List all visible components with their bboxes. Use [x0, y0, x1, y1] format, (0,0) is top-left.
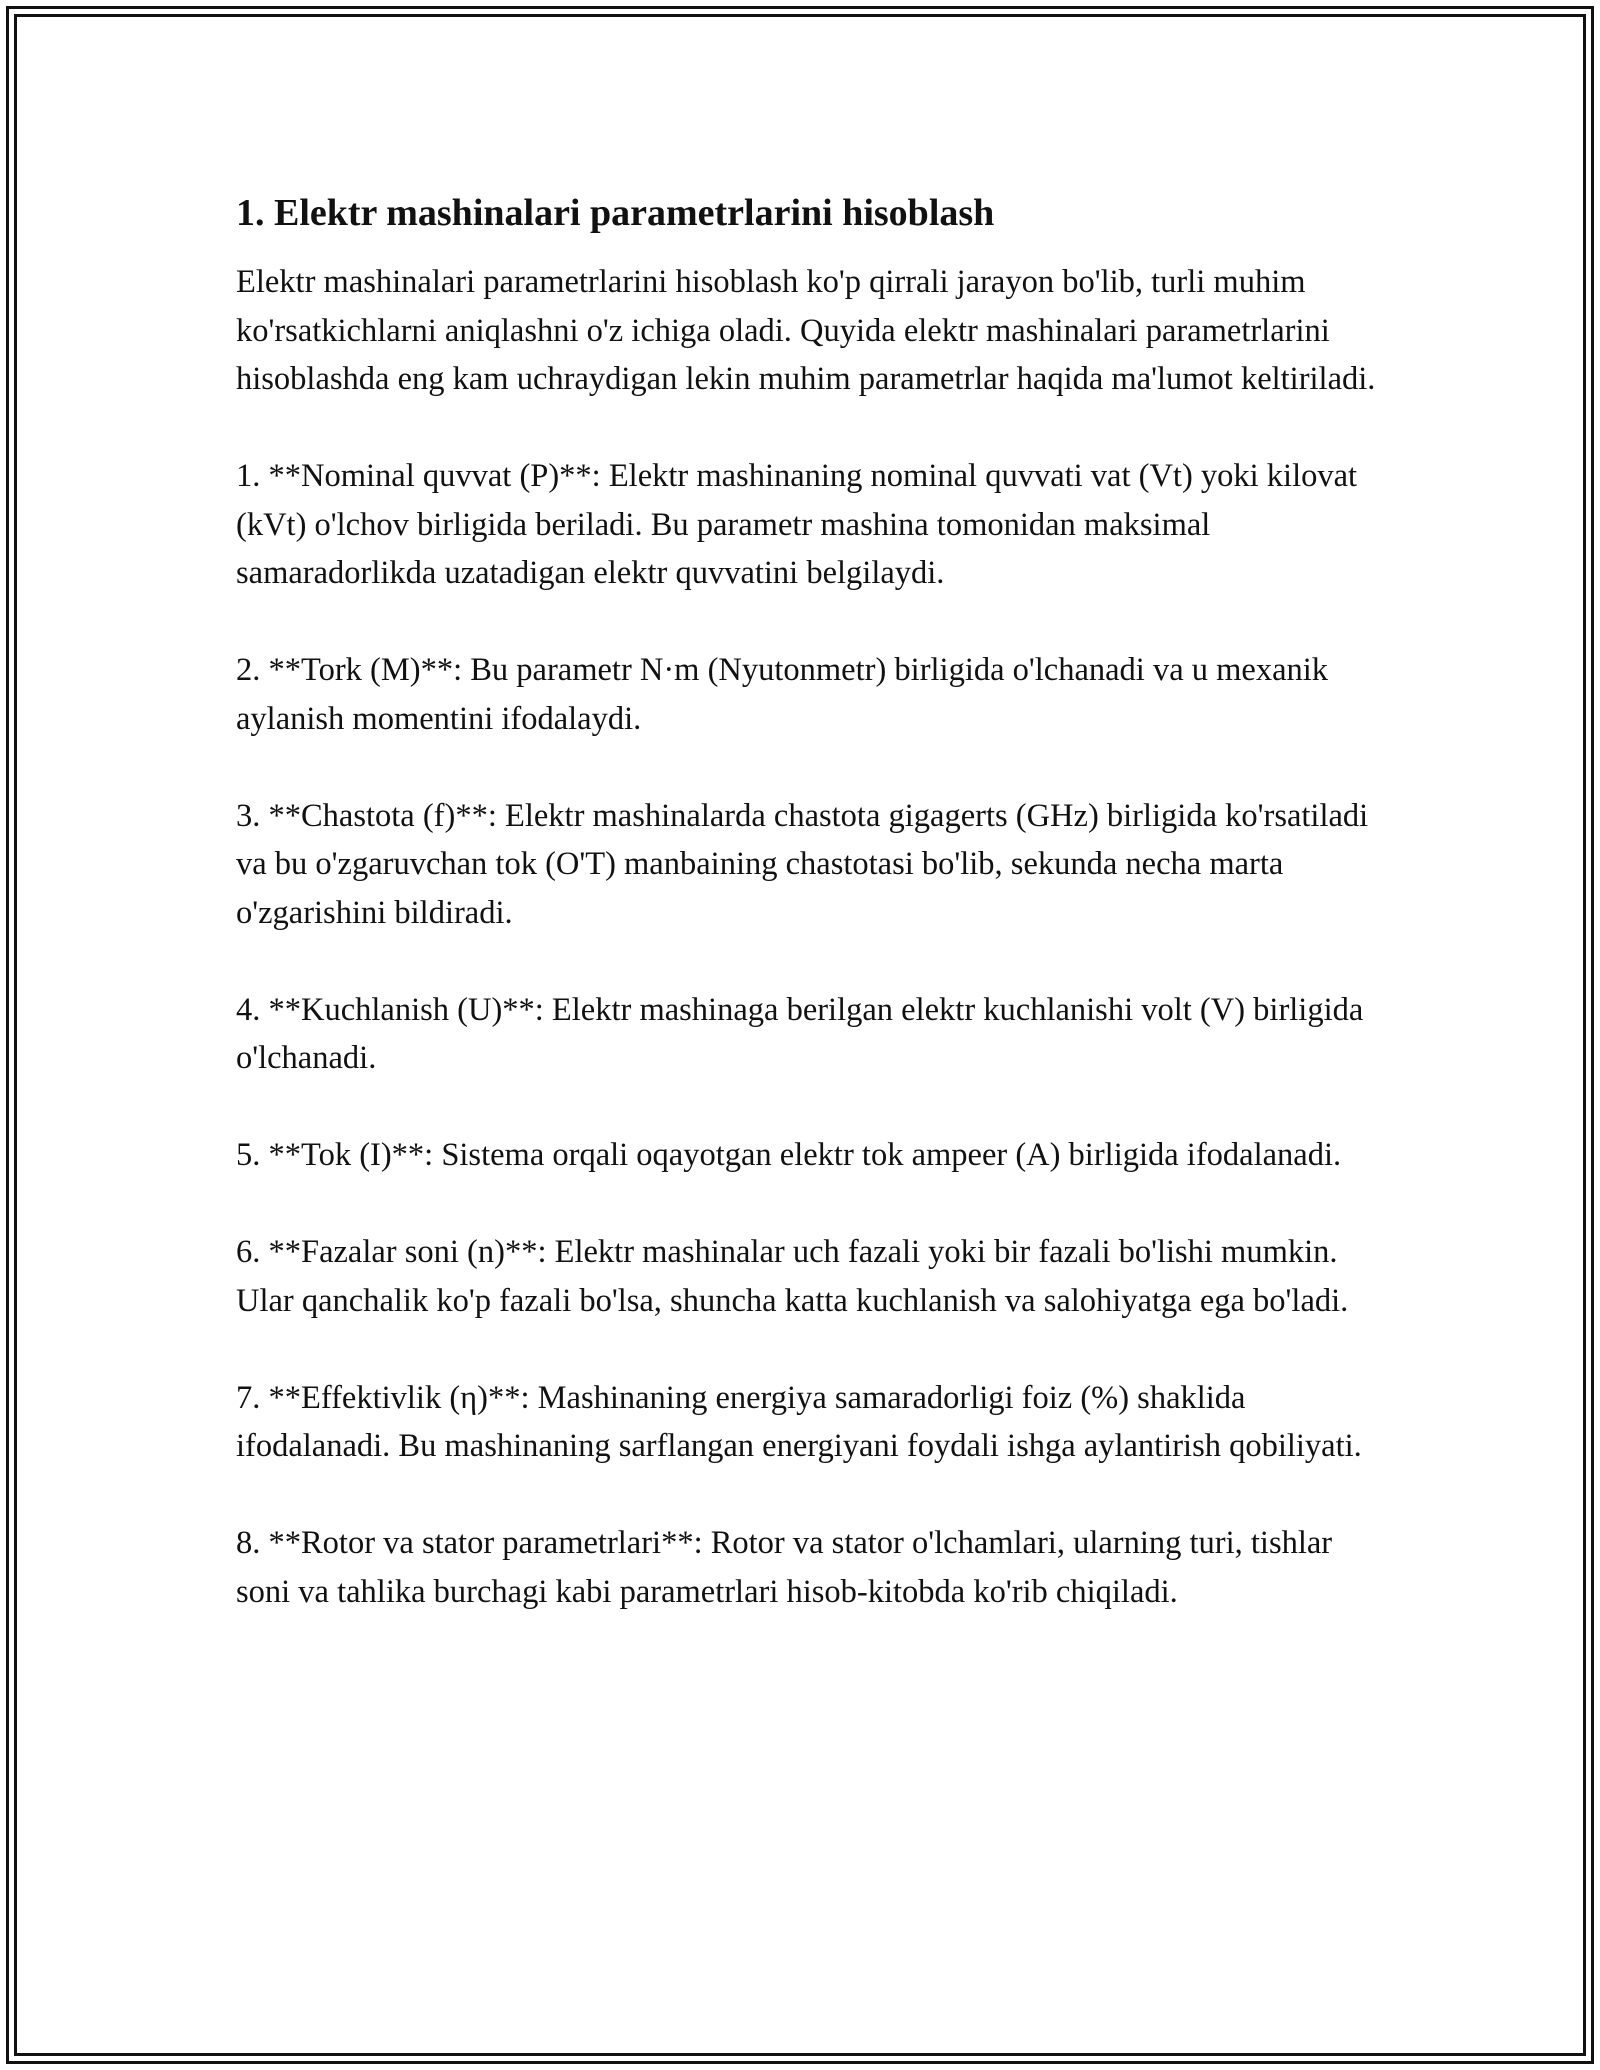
list-item: 4. **Kuchlanish (U)**: Elektr mashinaga berilgan elektr kuchlanishi volt (V) birligida o'lchanadi. [236, 991, 1364, 1076]
document-title: 1. Elektr mashinalari parametrlarini hisoblash [236, 192, 995, 234]
list-item: 2. **Tork (M)**: Bu parametr N·m (Nyutonmetr) birligida o'lchanadi va u mexanik aylanish momentini ifodalaydi. [236, 652, 1329, 737]
list-item: 5. **Tok (I)**: Sistema orqali oqayotgan elektr tok ampeer (A) birligida ifodalanadi. [236, 1137, 1342, 1173]
list-item: 8. **Rotor va stator parametrlari**: Rotor va stator o'lchamlari, ularning turi, tishlar soni va tahlika burchagi kabi parametrlari hisob-kitobda ko'rib chiqiladi. [236, 1525, 1333, 1610]
list-item: 3. **Chastota (f)**: Elektr mashinalarda chastota gigagerts (GHz) birligida ko'rsatiladi va bu o'zgaruvchan tok (O'T) manbaining chastotasi bo'lib, sekunda necha marta o'zgarishini bildiradi. [236, 797, 1369, 931]
list-item: 6. **Fazalar soni (n)**: Elektr mashinalar uch fazali yoki bir fazali bo'lishi mumkin. Ular qanchalik ko'p fazali bo'lsa, shuncha katta kuchlanish va salohiyatga ega bo'ladi. [236, 1234, 1349, 1319]
document-body [236, 186, 1376, 1616]
intro-paragraph: Elektr mashinalari parametrlarini hisoblash ko'p qirrali jarayon bo'lib, turli muhim ko'rsatkichlarni aniqlashni o'z ichiga oladi. Quyida elektr mashinalari parametrlarini hisoblashda eng kam uchraydigan lekin muhim parametrlar haqida ma'lumot keltiriladi. [236, 264, 1376, 397]
list-item: 7. **Effektivlik (η)**: Mashinaning energiya samaradorligi foiz (%) shaklida ifodalanadi. Bu mashinaning sarflangan energiyani foydali ishga aylantirish qobiliyati. [236, 1379, 1362, 1464]
list-item: 1. **Nominal quvvat (P)**: Elektr mashinaning nominal quvvati vat (Vt) yoki kilovat (kVt) o'lchov birligida beriladi. Bu parametr mashina tomonidan maksimal samaradorlikda uzatadigan elektr quvvatini belgilaydi. [236, 458, 1358, 591]
